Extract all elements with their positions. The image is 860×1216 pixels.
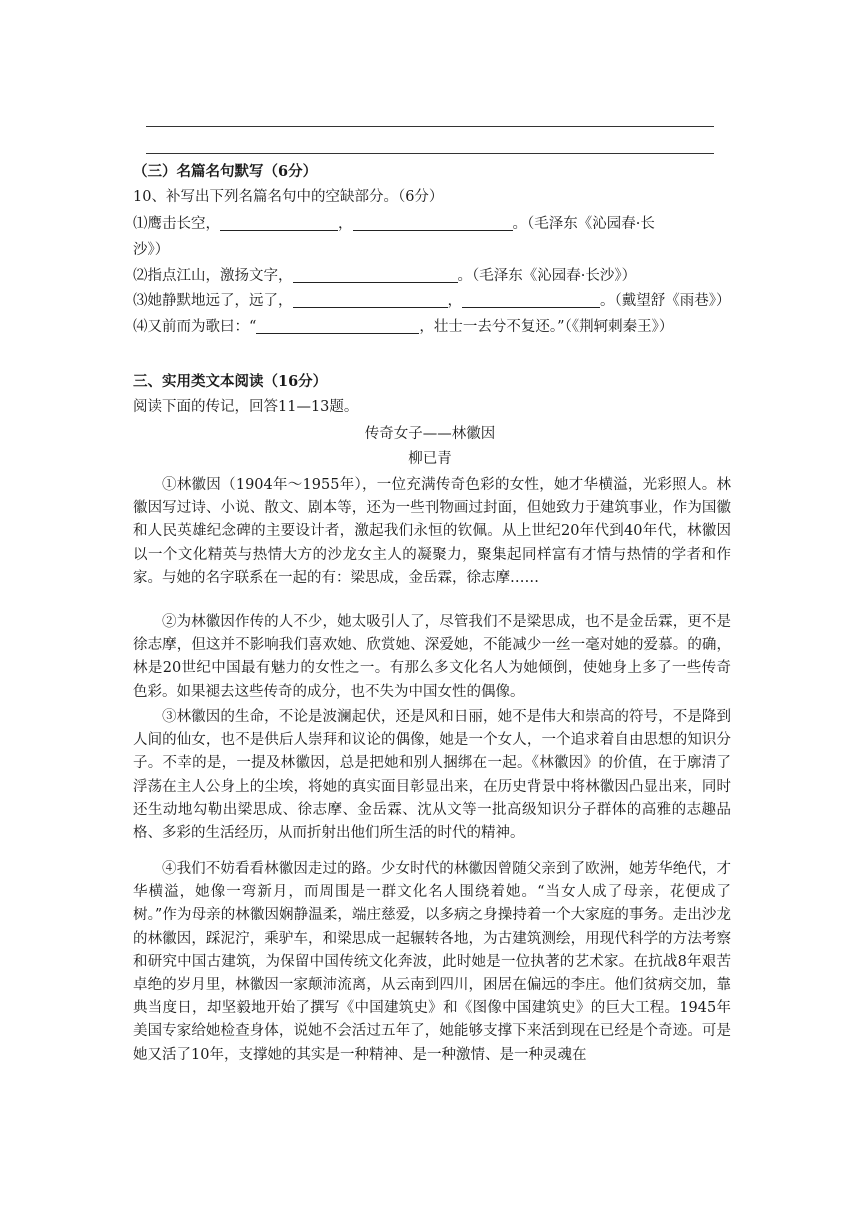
question-10-prompt: 10、补写出下列名篇名句中的空缺部分。（6分）	[133, 189, 444, 205]
fill-item-3-mid: ，	[447, 293, 462, 309]
fill-blank-2[interactable]	[293, 266, 458, 283]
section-heading-practical: 三、实用类文本阅读（16分）	[133, 373, 328, 390]
fill-item-3-tail: 。（戴望舒《雨巷》）	[600, 293, 731, 309]
fill-item-1	[133, 213, 733, 235]
article-title: 传奇女子——林徽因	[364, 426, 496, 442]
fill-item-1-tail: 。（毛泽东《沁园春·长	[512, 216, 655, 232]
article-paragraph-1: ①林徽因（1904年～1955年），一位充满传奇色彩的女性，她才华横溢，光彩照人。林徽因写过诗、小说、散文、剧本等，还为一些刊物画过封面，但她致力于建筑事业，作为国徽和人民英雄纪念碑的主要设计者，激起我们永恒的钦佩。从上世纪20年代到40年代，林徽因以一个文化精英与热情大方的沙龙女主人的凝聚力，聚集起同样富有才情与热情的学者和作家。与她的名字联系在一起的有：梁思成，金岳霖，徐志摩……	[133, 477, 731, 586]
fill-item-2	[133, 265, 733, 287]
fill-item-4-lead: ⑷又前而为歌曰：“	[133, 319, 257, 335]
reading-instruction: 阅读下面的传记，回答11—13题。	[133, 399, 359, 415]
fill-blank-3b[interactable]	[462, 291, 600, 308]
section-heading-famous-lines: （三）名篇名句默写（6分）	[133, 163, 318, 180]
fill-blank-1b[interactable]	[353, 214, 513, 231]
answer-line-1[interactable]	[146, 126, 714, 127]
fill-item-3-lead: ⑶她静默地远了，远了，	[133, 293, 293, 309]
fill-blank-4[interactable]	[256, 317, 419, 334]
fill-item-1-wrap: 沙》）	[133, 242, 170, 258]
article-author: 柳已青	[408, 451, 452, 467]
fill-item-3	[133, 290, 733, 312]
fill-item-1-lead: ⑴鹰击长空，	[133, 216, 220, 232]
fill-blank-1a[interactable]	[220, 214, 338, 231]
article-paragraph-4: ④我们不妨看看林徽因走过的路。少女时代的林徽因曾随父亲到了欧洲，她芳华绝代，才华横溢，她像一弯新月，而周围是一群文化名人围绕着她。“当女人成了母亲，花便成了树。”作为母亲的林徽因娴静温柔，端庄慈爱，以多病之身操持着一个大家庭的事务。走出沙龙的林徽因，踩泥泞，乘驴车，和梁思成一起辗转各地，为古建筑测绘，用现代科学的方法考察和研究中国古建筑，为保留中国传统文化奔波，此时她是一位执著的艺术家。在抗战8年艰苦卓绝的岁月里，林徽因一家颠沛流离，从云南到四川，困居在偏远的李庄。他们贫病交加，靠典当度日，却坚毅地开始了撰写《中国建筑史》和《图像中国建筑史》的巨大工程。1945年美国专家给她检查身体，说她不会活过五年了，她能够支撑下来活到现在已经是个奇迹。可是她又活了10年，支撑她的其实是一种精神、是一种激情、是一种灵魂在	[133, 861, 731, 1063]
fill-blank-3a[interactable]	[293, 291, 448, 308]
fill-item-4-tail: ，壮士一去兮不复还。”（《荆轲刺秦王》）	[419, 319, 674, 335]
article-paragraph-3: ③林徽因的生命，不论是波澜起伏，还是风和日丽，她不是伟大和崇高的符号，不是降到人间的仙女，也不是供后人崇拜和议论的偶像，她是一个女人，一个追求着自由思想的知识分子。不幸的是，一提及林徽因，总是把她和别人捆绑在一起。《林徽因》的价值，在于廓清了浮荡在主人公身上的尘埃，将她的真实面目彰显出来，在历史背景中将林徽因凸显出来，同时还生动地勾勒出梁思成、徐志摩、金岳霖、沈从文等一批高级知识分子群体的高雅的志趣品格、多彩的生活经历，从而折射出他们所生活的时代的精神。	[133, 709, 731, 842]
fill-item-2-tail: 。（毛泽东《沁园春·长沙》）	[457, 268, 637, 284]
fill-item-1-mid: ，	[338, 216, 353, 232]
answer-line-2[interactable]	[146, 153, 714, 154]
fill-item-2-lead: ⑵指点江山，激扬文字，	[133, 268, 293, 284]
fill-item-4	[133, 316, 733, 338]
article-paragraph-2: ②为林徽因作传的人不少，她太吸引人了，尽管我们不是梁思成，也不是金岳霖，更不是徐志摩，但这并不影响我们喜欢她、欣赏她、深爱她，不能减少一丝一毫对她的爱慕。的确，林是20世纪中国最有魅力的女性之一。有那么多文化名人为她倾倒，使她身上多了一些传奇色彩。如果褪去这些传奇的成分，也不失为中国女性的偶像。	[133, 614, 731, 700]
